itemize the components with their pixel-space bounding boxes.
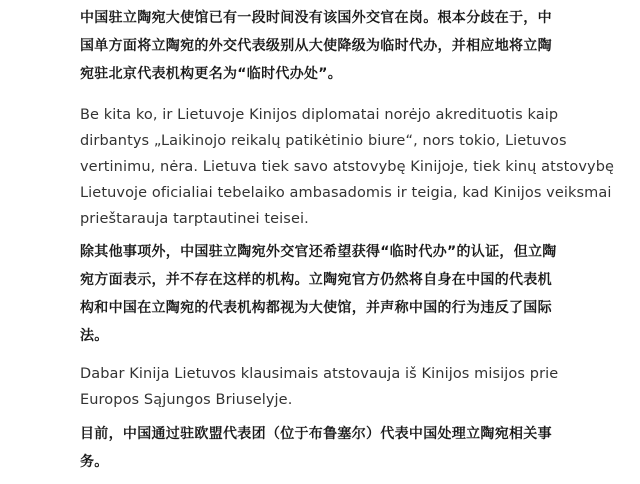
- paragraph-zh-3: [80, 420, 552, 476]
- text-line: vertinimu, nėra. Lietuva tiek savo atstovybę Kinijoje, tiek kinų atstovybę: [80, 159, 615, 175]
- text-line: 构和中国在立陶宛的代表机构都视为大使馆，并声称中国的行为违反了国际: [80, 300, 552, 316]
- text-line: prieštarauja tarptautinei teisei.: [80, 211, 309, 227]
- text-line: 法。: [80, 328, 109, 344]
- paragraph-zh-1: [80, 4, 552, 88]
- text-line: Europos Sąjungos Briuselyje.: [80, 392, 293, 408]
- text-line: 务。: [80, 454, 109, 470]
- text-line: 宛驻北京代表机构更名为“临时代办处”。: [80, 66, 343, 82]
- text-line: Lietuvoje oficialiai tebelaiko ambasadomis ir teigia, kad Kinijos veiksmai: [80, 185, 612, 201]
- paragraph-lt-1: [80, 102, 614, 232]
- paragraph-zh-2: [80, 238, 557, 350]
- text-line: 除其他事项外，中国驻立陶宛外交官还希望获得“临时代办”的认证，但立陶: [80, 244, 557, 260]
- text-line: 中国驻立陶宛大使馆已有一段时间没有该国外交官在岗。根本分歧在于，中: [80, 10, 552, 26]
- text-line: 国单方面将立陶宛的外交代表级别从大使降级为临时代办，并相应地将立陶: [80, 38, 552, 54]
- paragraph-lt-2: [80, 361, 558, 413]
- text-line: 宛方面表示，并不存在这样的机构。立陶宛官方仍然将自身在中国的代表机: [80, 272, 552, 288]
- text-line: dirbantys „Laikinojo reikalų patikėtinio biure“, nors tokio, Lietuvos: [80, 133, 567, 149]
- text-line: Be kita ko, ir Lietuvoje Kinijos diplomatai norėjo akredituotis kaip: [80, 107, 559, 123]
- text-line: 目前，中国通过驻欧盟代表团（位于布鲁塞尔）代表中国处理立陶宛相关事: [80, 426, 552, 442]
- text-line: Dabar Kinija Lietuvos klausimais atstovauja iš Kinijos misijos prie: [80, 366, 559, 382]
